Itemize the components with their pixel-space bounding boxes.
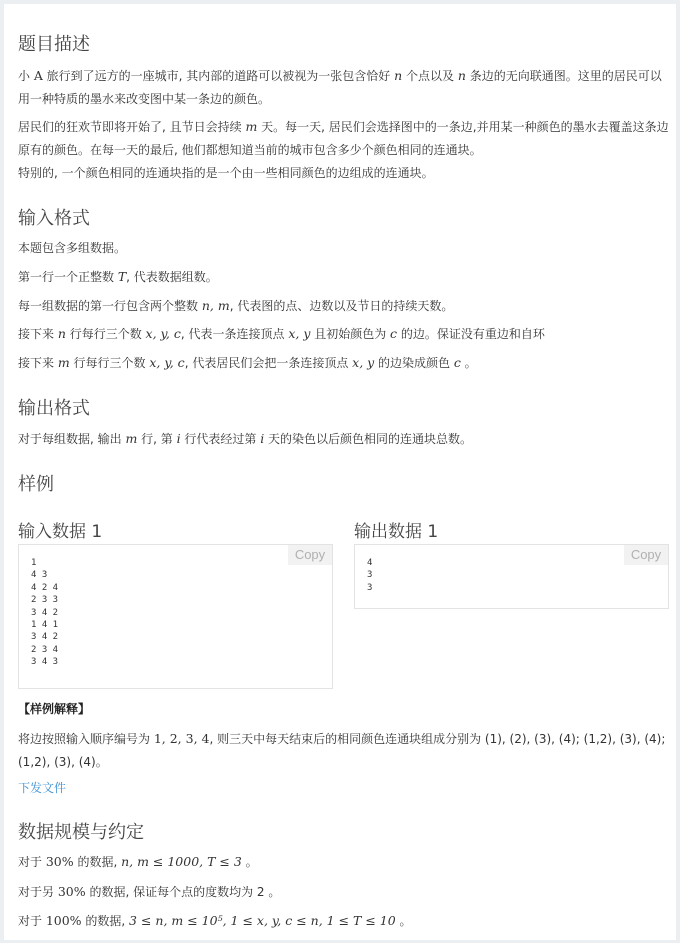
sample-input-code: 1 4 3 4 2 4 2 3 3 3 4 2 1 4 1 3 4 2 2 3 4 3 4 3: [31, 558, 59, 668]
output-line: 对于每组数据, 输出 m 行, 第 i 行代表经过第 i 天的染色以后颜色相同的连通块总数。: [18, 431, 473, 446]
sample-input-title: 输入数据 1: [18, 522, 103, 542]
sample-output-code: 4 3 3: [367, 558, 373, 593]
sample-output-title: 输出数据 1: [354, 522, 439, 542]
problem-page: [4, 4, 676, 940]
sample-explanation: 将边按照输入顺序编号为 1, 2, 3, 4, 则三天中每天结束后的相同颜色连通块组成分别为 (1), (2), (3), (4); (1,2), (3), (4); (1,2), (3), (4)。: [18, 731, 666, 769]
download-files-link[interactable]: 下发文件: [18, 781, 67, 795]
copy-output-button[interactable]: Copy: [624, 545, 668, 565]
sample-output-box: [354, 544, 669, 609]
input-line-1: 本题包含多组数据。: [18, 241, 127, 255]
limit-row-2: 对于另 30% 的数据, 保证每个点的度数均为 2 。: [18, 884, 281, 899]
sample-explanation-label: 【样例解释】: [18, 702, 91, 716]
copy-input-button[interactable]: Copy: [288, 545, 332, 565]
description-heading: 题目描述: [18, 34, 90, 55]
sample-heading: 样例: [18, 474, 54, 495]
description-paragraph-2: 居民们的狂欢节即将开始了, 且节日会持续 m 天。每一天, 居民们会选择图中的一条边,并用某一种颜色的墨水去覆盖这条边原有的颜色。在每一天的最后, 他们都想知道当前的城市包含多少个颜色相同的连通块。: [18, 119, 669, 157]
description-paragraph-1: 小 A 旅行到了远方的一座城市, 其内部的道路可以被视为一张包含恰好 n 个点以及 n 条边的无向联通图。这里的居民可以用一种特质的墨水来改变图中某一条边的颜色。: [18, 68, 662, 106]
description-paragraph-3: 特别的, 一个颜色相同的连通块指的是一个由一些相同颜色的边组成的连通块。: [18, 166, 434, 180]
input-line-4: 接下来 n 行每行三个数 x, y, c, 代表一条连接顶点 x, y 且初始颜色为 c 的边。保证没有重边和自环: [18, 326, 545, 341]
input-line-2: 第一行一个正整数 T, 代表数据组数。: [18, 269, 218, 284]
input-line-3: 每一组数据的第一行包含两个整数 n, m, 代表图的点、边数以及节日的持续天数。: [18, 298, 454, 313]
input-format-heading: 输入格式: [18, 208, 90, 229]
input-line-5: 接下来 m 行每行三个数 x, y, c, 代表居民们会把一条连接顶点 x, y 的边染成颜色 c 。: [18, 355, 477, 370]
limits-heading: 数据规模与约定: [18, 822, 144, 843]
sample-input-box: [18, 544, 333, 689]
output-format-heading: 输出格式: [18, 398, 90, 419]
limit-row-3: 对于 100% 的数据, 3 ≤ n, m ≤ 10⁵, 1 ≤ x, y, c ≤ n, 1 ≤ T ≤ 10 。: [18, 913, 412, 928]
limit-row-1: 对于 30% 的数据, n, m ≤ 1000, T ≤ 3 。: [18, 854, 258, 869]
